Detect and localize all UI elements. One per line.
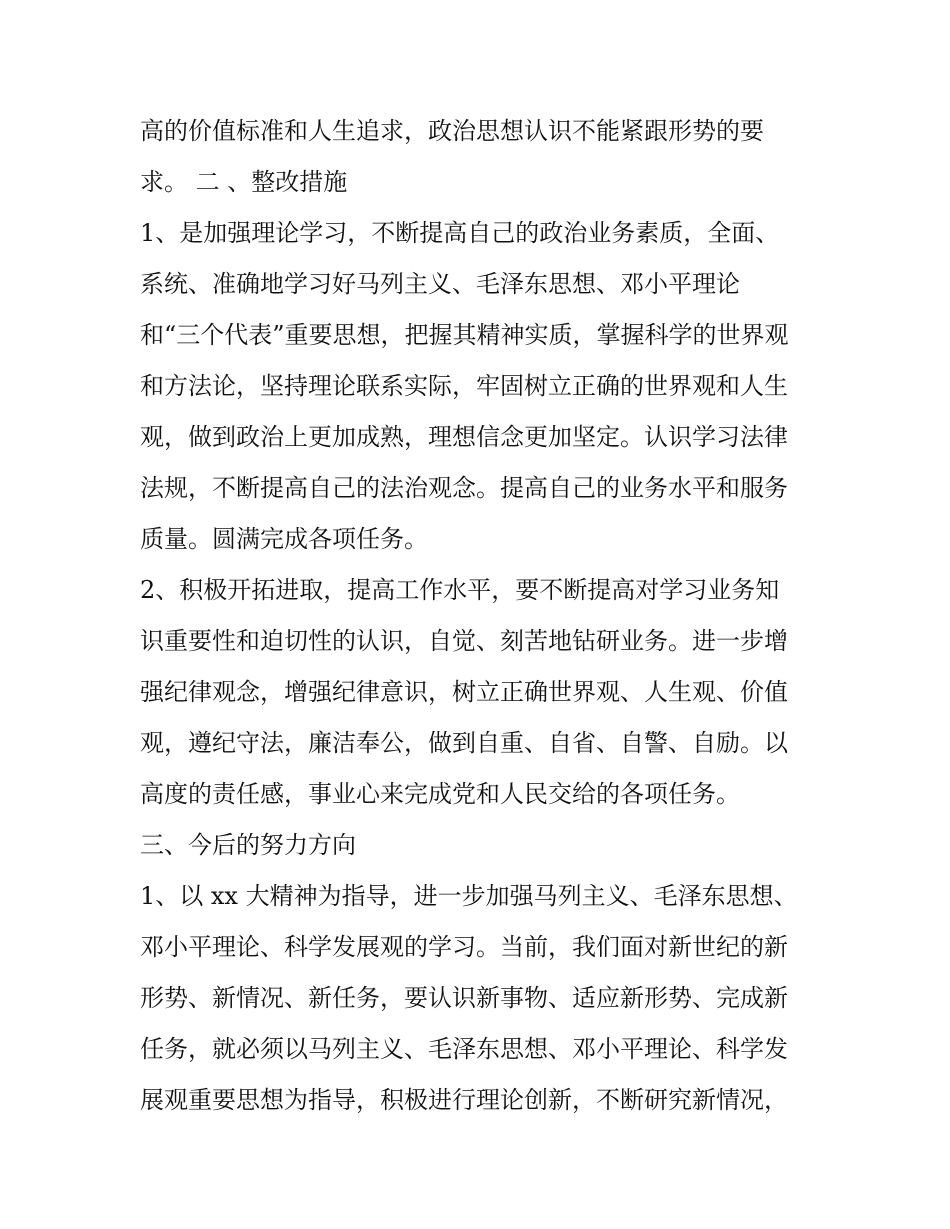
text-line: 法规，不断提高自己的法治观念。提高自己的业务水平和服务: [140, 474, 788, 502]
text-line: 1、是加强理论学习，不断提高自己的政治业务素质，全面、: [140, 219, 780, 247]
document-body: [140, 106, 820, 1126]
text-line: 识重要性和迫切性的认识，自觉、刻苦地钻研业务。进一步增: [140, 627, 788, 655]
text-line: 2、积极开拓进取，提高工作水平，要不断提高对学习业务知: [140, 576, 780, 604]
text-line: 质量。圆满完成各项任务。: [140, 525, 428, 553]
text-line: 观，遵纪守法，廉洁奉公，做到自重、自省、自警、自励。以: [140, 729, 788, 757]
text-line: 和方法论，坚持理论联系实际，牢固树立正确的世界观和人生: [140, 372, 788, 400]
text-line: 高的价值标准和人生追求，政治思想认识不能紧跟形势的要: [140, 117, 764, 145]
text-line: 任务，就必须以马列主义、毛泽东思想、邓小平理论、科学发: [140, 1035, 788, 1063]
text-line: 观，做到政治上更加成熟，理想信念更加坚定。认识学习法律: [140, 423, 788, 451]
text-line: 高度的责任感，事业心来完成党和人民交给的各项任务。: [140, 780, 740, 808]
text-line: 1、以 xx 大精神为指导，进一步加强马列主义、毛泽东思想、: [140, 882, 798, 910]
text-line: 系统、准确地学习好马列主义、毛泽东思想、邓小平理论: [140, 270, 740, 298]
text-line: 和“三个代表”重要思想，把握其精神实质，掌握科学的世界观: [140, 321, 789, 349]
text-line: 邓小平理论、科学发展观的学习。当前，我们面对新世纪的新: [140, 933, 788, 961]
text-line: 形势、新情况、新任务，要认识新事物、适应新形势、完成新: [140, 984, 788, 1012]
text-line: 展观重要思想为指导，积极进行理论创新，不断研究新情况，: [140, 1086, 788, 1114]
section-heading: 求。 二 、整改措施: [140, 168, 348, 196]
text-line: 强纪律观念，增强纪律意识，树立正确世界观、人生观、价值: [140, 678, 788, 706]
section-heading: 三、今后的努力方向: [140, 831, 356, 859]
